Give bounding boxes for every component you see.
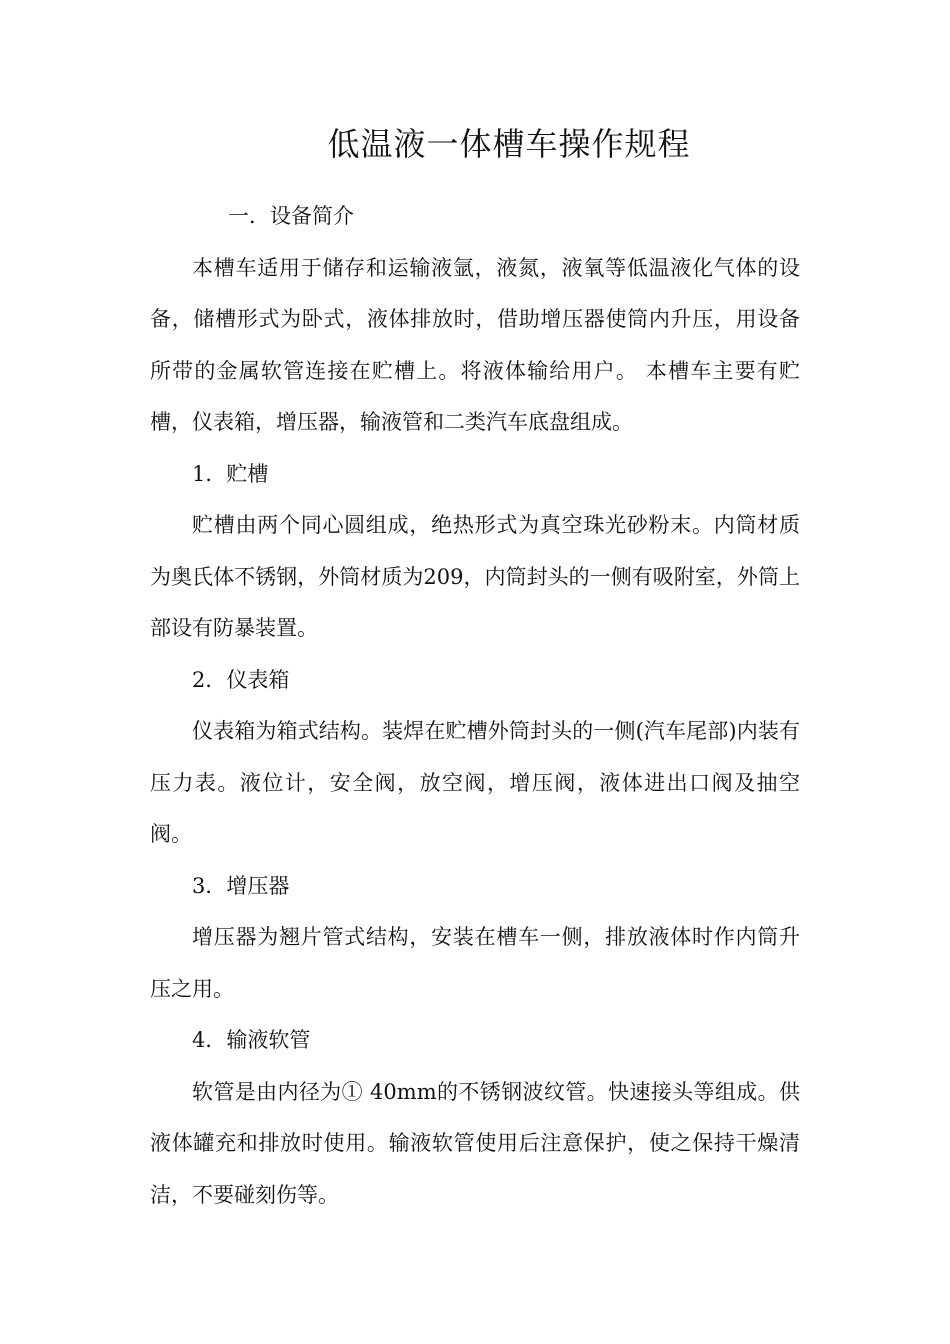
paragraph-pressurizer: 增压器为翘片管式结构，安装在槽车一侧，排放液体时作内筒升压之用。 xyxy=(150,925,800,1001)
subsection-heading-transfer-hose: 4．输液软管 xyxy=(192,1028,311,1052)
subsection-heading-instrument-box: 2．仪表箱 xyxy=(192,667,290,692)
document-title: 低温液一体槽车操作规程 xyxy=(327,125,691,163)
paragraph-tank: 贮槽由两个同心圆组成，绝热形式为真空珠光砂粉末。内筒材质为奥氏体不锈钢，外筒材质为209，内筒封头的一侧有吸附室，外筒上部设有防暴装置。 xyxy=(150,513,800,640)
paragraph-transfer-hose: 软管是由内径为① 40mm的不锈钢波纹管。快速接头等组成。供液体罐充和排放时使用。输液软管使用后注意保护，使之保持干燥清洁，不要碰刻伤等。 xyxy=(150,1079,800,1207)
subsection-heading-pressurizer: 3．增压器 xyxy=(192,873,290,898)
paragraph-instrument-box: 仪表箱为箱式结构。装焊在贮槽外筒封头的一侧(汽车尾部)内装有压力表。液位计，安全阀，放空阀，增压阀，液体进出口阀及抽空阀。 xyxy=(150,719,800,846)
subsection-heading-tank: 1．贮槽 xyxy=(192,461,269,486)
document-body xyxy=(150,191,800,1221)
paragraph-intro: 本槽车适用于储存和运输液氩，液氮，液氧等低温液化气体的设备，储槽形式为卧式，液体排放时，借助增压器使筒内升压，用设备所带的金属软管连接在贮槽上。将液体输给用户。 本槽车主要有贮槽，仪表箱，增压器，输液管和二类汽车底盘组成。 xyxy=(150,255,800,434)
section-heading-equipment-intro: 一．设备简介 xyxy=(228,204,354,228)
